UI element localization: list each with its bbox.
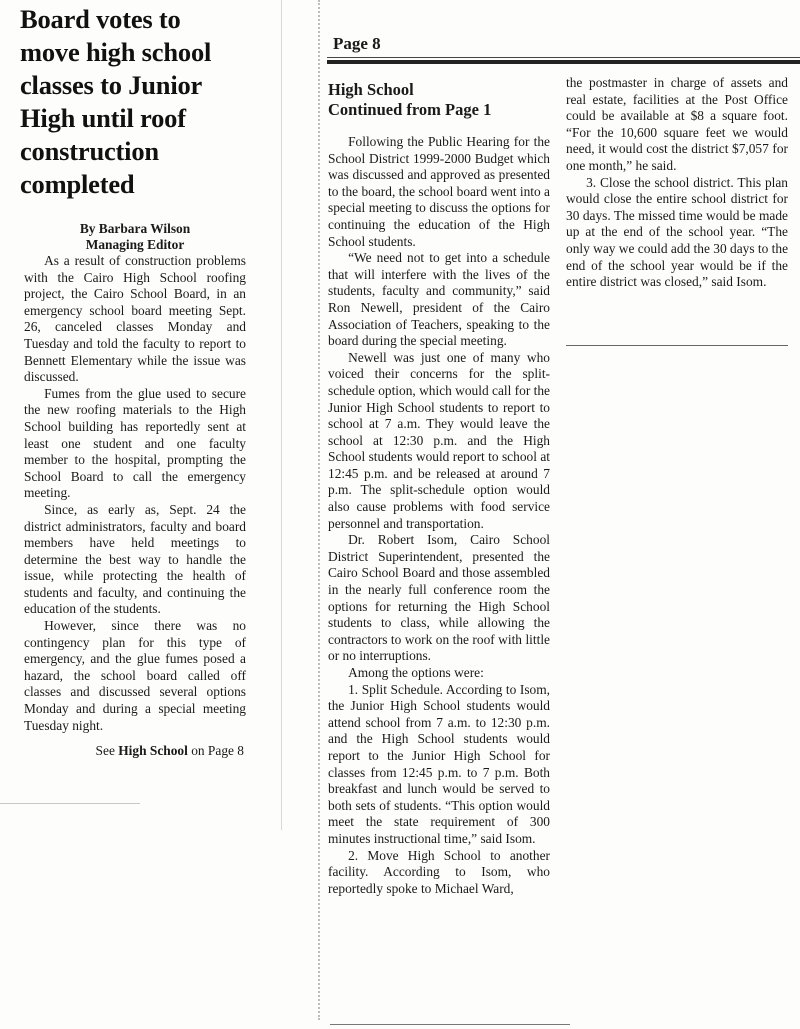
article-paragraph: the postmaster in charge of assets and real estate, facilities at the Post Office could be available at $8 a square foot. “For the 10,600 square feet we would need, it would cost the district $7,057 for one month,” he said.	[566, 75, 788, 173]
byline-author: By Barbara Wilson	[79, 221, 191, 236]
article-paragraph: Among the options were:	[348, 665, 484, 680]
article-paragraph: Newell was just one of many who voiced their concerns for the split-schedule option, which would call for the Junior High School students to report to school at 7 a.m. They would leave the school at 12:30 p.m. and the High School students would report to school at 12:45 p.m. and be released at around 7 p.m. The split-schedule option would also cause problems with food service personnel and transportation.	[328, 349, 551, 531]
continuation-jump-line	[24, 743, 246, 760]
page-cut-edge	[318, 0, 320, 1020]
article-paragraph: As a result of construction problems with the Cairo High School roofing project, the Cairo School Board, in an emergency school board meeting Sept. 26, canceled classes Monday and Tuesday and told the faculty to report to Bennett Elementary while the issue was discussed.	[24, 253, 246, 385]
front-page-article	[20, 0, 246, 760]
page-number-label: Page 8	[333, 34, 381, 53]
jump-prefix: See	[95, 743, 115, 759]
article-paragraph: Fumes from the glue used to secure the new roofing materials to the High School building has reportedly sent at least one student and one faculty member to the hospital, prompting the School Board to call the emergency meeting.	[24, 385, 246, 501]
article-end-rule	[566, 345, 788, 346]
page-bottom-rule	[330, 1024, 570, 1025]
article-paragraph: “We need not to get into a schedule that will interfere with the lives of the students, faculty and community,” said Ron Newell, president of the Cairo Association of Teachers, speaking to the board during the special meeting.	[328, 250, 550, 349]
article-paragraph: Since, as early as, Sept. 24 the district administrators, faculty and board members have held meetings to determine the best way to handle the issue, while protecting the health of students and faculty, and continuing the education of the students.	[24, 501, 246, 617]
byline	[24, 221, 246, 253]
subhead-continued: Continued from Page 1	[328, 100, 492, 119]
article-paragraph: 2. Move High School to another facility. According to Isom, who reportedly spoke to Michael Ward,	[328, 847, 550, 896]
byline-title: Managing Editor	[85, 237, 185, 252]
page-header-thin-rule	[327, 57, 800, 58]
article-headline: Board votes to move high school classes to Junior High until roof construction completed	[20, 4, 212, 199]
article-end-rule	[0, 803, 140, 804]
page-header-thick-rule	[327, 60, 800, 64]
article-paragraph: Dr. Robert Isom, Cairo School District Superintendent, presented the Cairo School Board and those assembled in the nearly full conference room the options for returning the High School students to class, while allowing the contractors to work on the roof with little or no interruptions.	[328, 532, 550, 664]
article-paragraph: 3. Close the school district. This plan would close the entire school district for 30 days. The missed time would be made up at the end of the school year. “The only way we could add the 30 days to the end of the school year would be if the entire district was closed,” said Isom.	[566, 174, 789, 290]
jump-suffix: on Page 8	[191, 743, 244, 759]
subhead-title: High School	[328, 80, 414, 99]
column-divider	[281, 0, 282, 830]
continued-article-column-2	[566, 75, 788, 291]
continued-subhead	[328, 80, 550, 120]
article-paragraph: Following the Public Hearing for the School District 1999-2000 Budget which was discussed and approved as presented to the board, the school board went into a special meeting to discuss the options for continuing the education of the High School students.	[328, 134, 551, 249]
article-paragraph: However, since there was no contingency plan for this type of emergency, and the glue fumes posed a hazard, the school board called off classes and discussed several options Monday and during a special meeting Tuesday night.	[24, 618, 246, 733]
jump-keyword: High School	[118, 743, 188, 759]
article-paragraph: 1. Split Schedule. According to Isom, the Junior High School students would attend school from 7 a.m. to 12:30 p.m. and the High School students would report to the Junior High School for classes from 12:45 p.m. to 7 p.m. Both breakfast and lunch would be served to both sets of students. “This option would meet the state requirement of 300 minutes instructional time,” said Isom.	[328, 681, 550, 846]
continued-article-column-1	[328, 80, 550, 897]
